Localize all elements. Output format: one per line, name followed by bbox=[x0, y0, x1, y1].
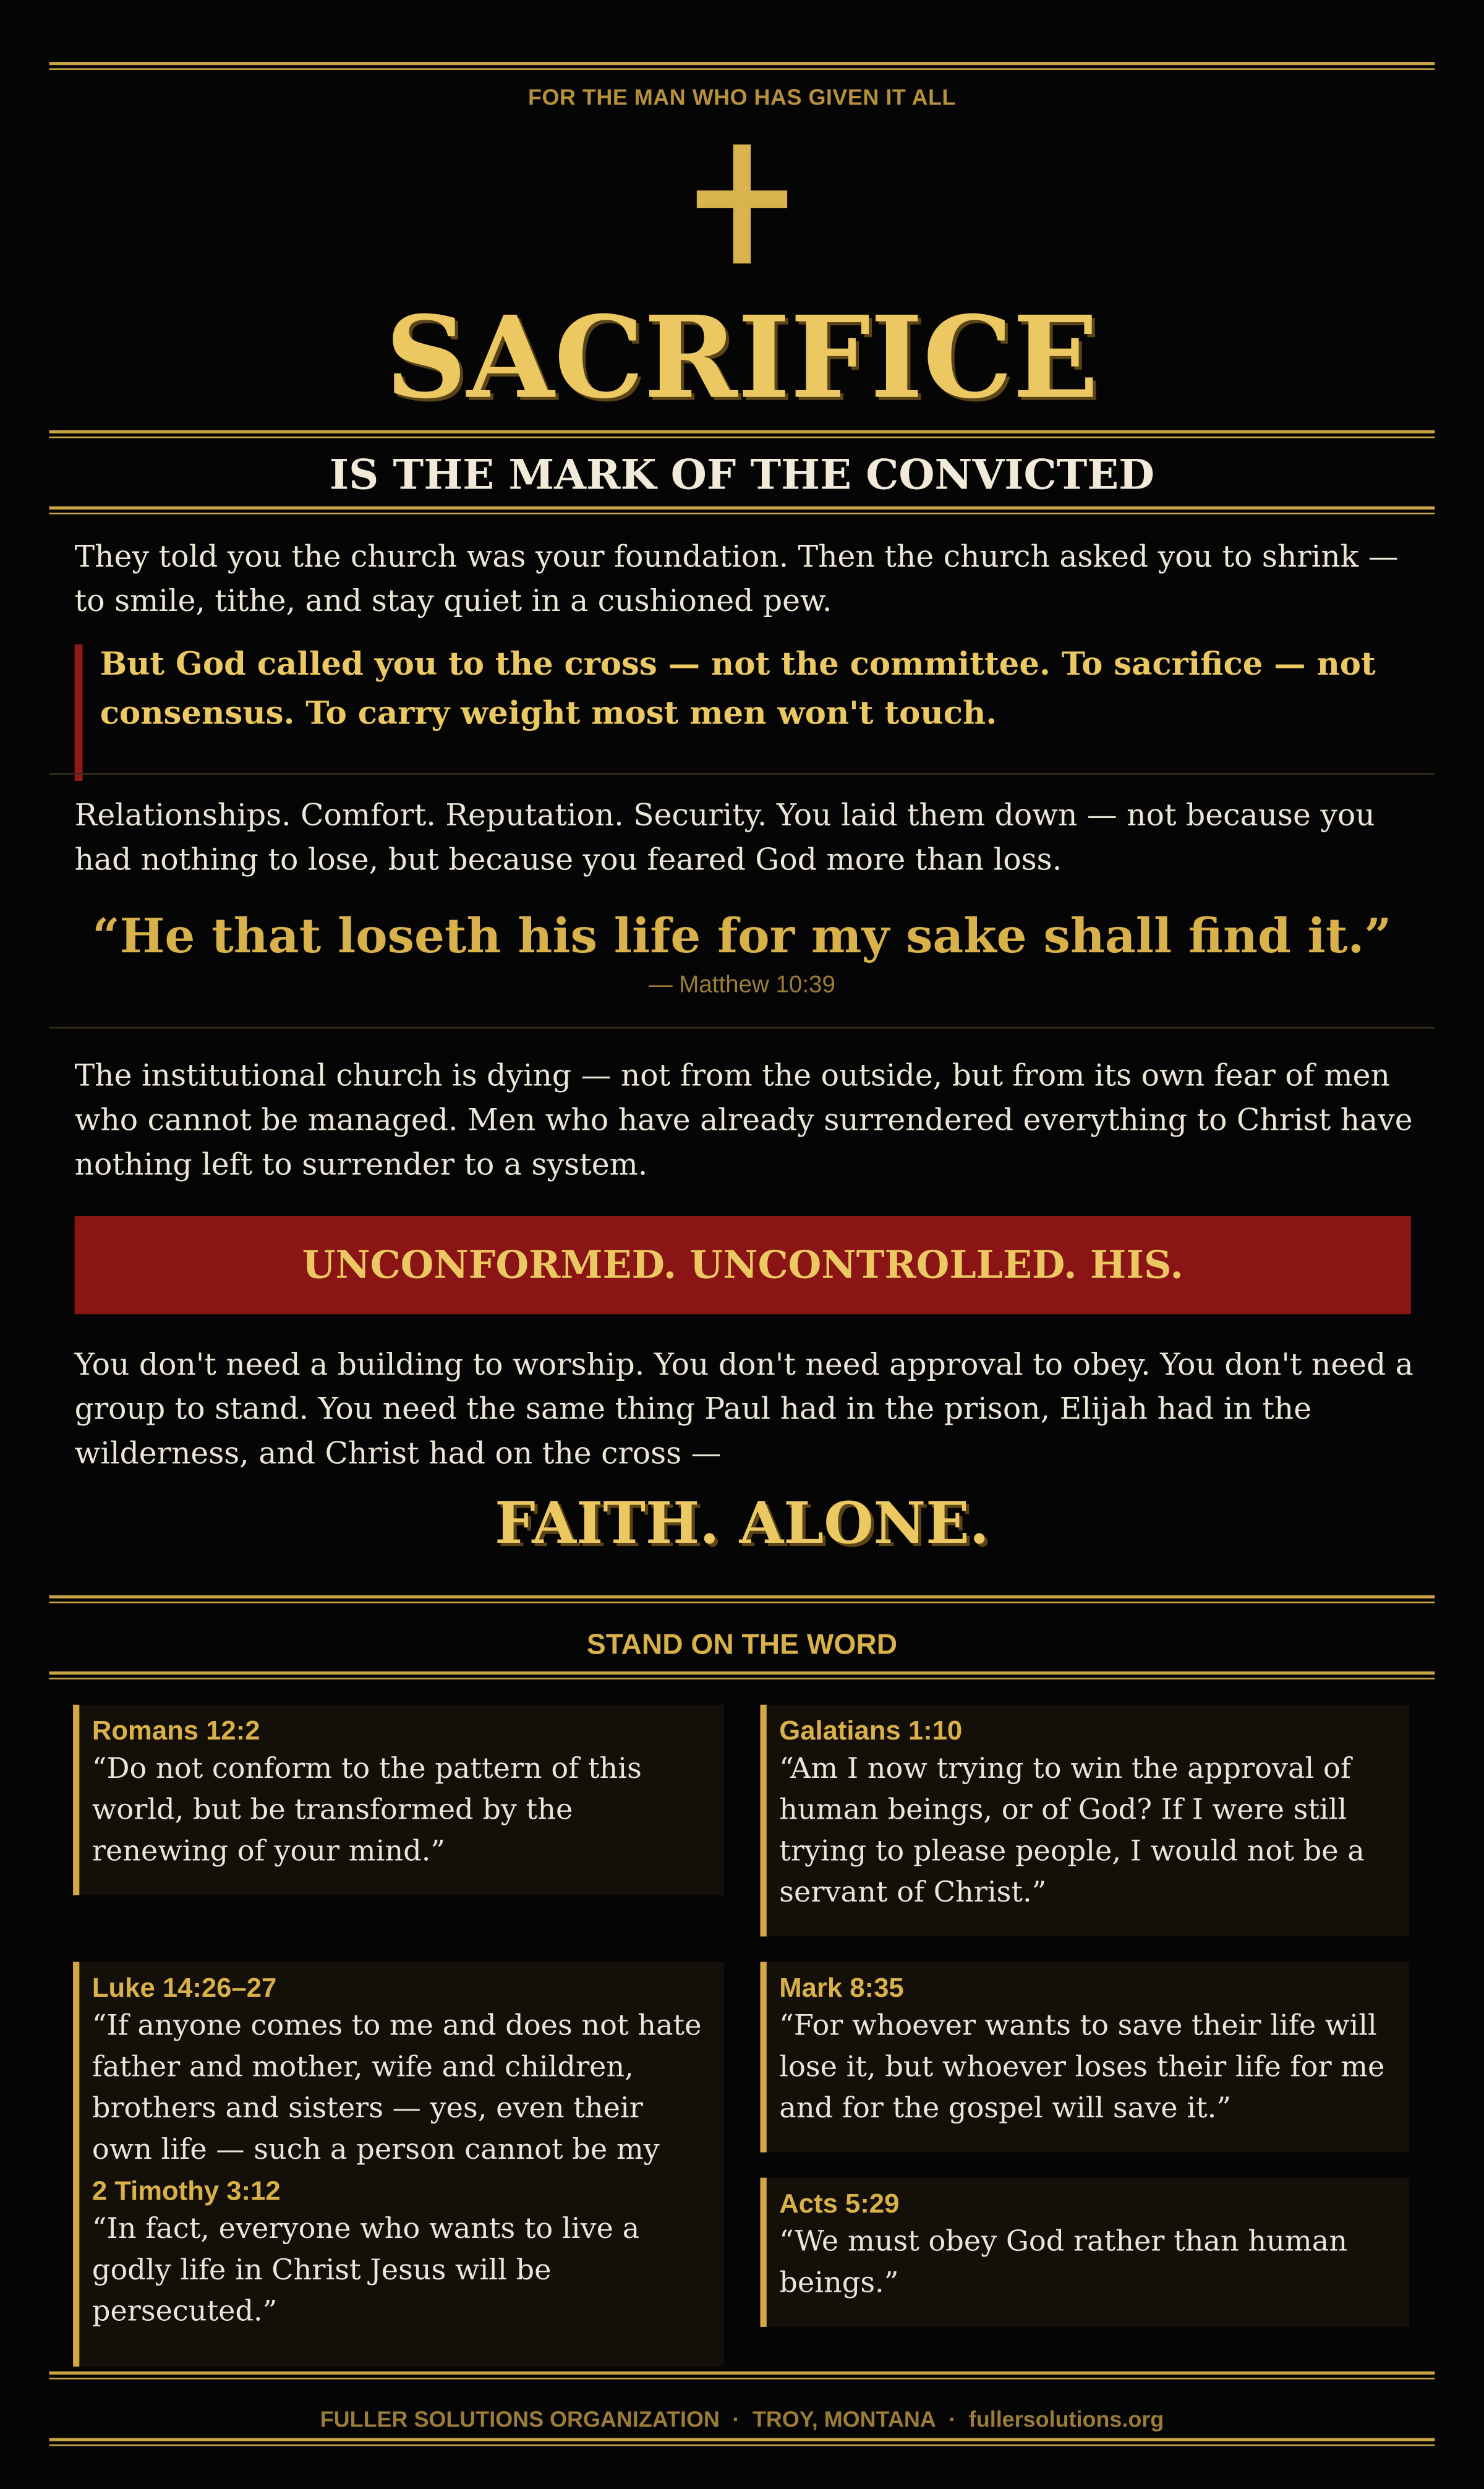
divider bbox=[49, 773, 1435, 775]
title-double-rule bbox=[49, 430, 1435, 438]
banner-slogan: UNCONFORMED. UNCONTROLLED. HIS. bbox=[75, 1216, 1411, 1314]
featured-verse-reference: — Matthew 10:39 bbox=[649, 971, 835, 999]
kicker-text: FOR THE MAN WHO HAS GIVEN IT ALL bbox=[528, 84, 956, 110]
scripture-card bbox=[760, 1705, 1409, 1937]
scripture-reference: Mark 8:35 bbox=[779, 1973, 904, 2004]
scripture-text: “Am I now trying to win the approval of human beings, or of God? If I were still trying to please people, I would not be a servant of Christ.” bbox=[779, 1752, 1365, 1910]
footer-website-link[interactable]: fullersolutions.org bbox=[968, 2406, 1164, 2432]
bottom-double-rule bbox=[49, 2438, 1435, 2446]
section-double-rule bbox=[49, 1671, 1435, 1680]
scripture-text: “For whoever wants to save their life will lose it, but whoever loses their life for me and for the gospel will save it.” bbox=[779, 2009, 1385, 2125]
scripture-reference: Acts 5:29 bbox=[779, 2188, 900, 2219]
scripture-text: “If anyone comes to me and does not hate father and mother, wife and children, brothers and sisters — yes, even their own life — such a person cannot be my bbox=[92, 2009, 702, 2167]
scripture-card-second bbox=[92, 2175, 711, 2334]
scripture-text: “In fact, everyone who wants to live a godly life in Christ Jesus will be persecuted.” bbox=[92, 2213, 640, 2329]
footer-location: TROY, MONTANA bbox=[752, 2406, 936, 2432]
footer-double-rule bbox=[49, 2372, 1435, 2380]
featured-verse: “He that loseth his life for my sake shall find it.” bbox=[92, 909, 1392, 965]
footer-separator: · bbox=[732, 2406, 740, 2432]
scripture-card bbox=[73, 1705, 723, 1895]
footer-separator: · bbox=[949, 2406, 957, 2432]
scripture-reference: 2 Timothy 3:12 bbox=[92, 2176, 281, 2206]
pullquote-accent-bar bbox=[75, 644, 83, 781]
closing-statement: FAITH. ALONE. bbox=[495, 1490, 989, 1558]
section-title: STAND ON THE WORD bbox=[586, 1628, 898, 1660]
page-subtitle: IS THE MARK OF THE CONVICTED bbox=[329, 452, 1155, 500]
faith-paragraph: You don't need a building to worship. You don't need approval to obey. You don't need a group to stand. You need the same thing Paul had in the prison, Elijah had in the wilderness, and Christ had on the cross — bbox=[74, 1347, 1414, 1472]
scripture-card bbox=[760, 2178, 1409, 2327]
divider bbox=[49, 1027, 1435, 1029]
scripture-reference: Romans 12:2 bbox=[92, 1715, 260, 1746]
surrender-paragraph: Relationships. Comfort. Reputation. Security. You laid them down — not because you had nothing to lose, but because you feared God more than loss. bbox=[74, 798, 1375, 878]
intro-paragraph: They told you the church was your foundation. Then the church asked you to shrink — to smile, tithe, and stay quiet in a cushioned pew. bbox=[74, 539, 1399, 620]
subtitle-double-rule bbox=[49, 506, 1435, 514]
pullquote: But God called you to the cross — not the committee. To sacrifice — not consensus. To carry weight most men won't touch. bbox=[100, 644, 1376, 732]
scripture-card bbox=[73, 1962, 723, 2367]
footer bbox=[0, 2405, 1484, 2433]
scripture-reference: Luke 14:26–27 bbox=[92, 1973, 277, 2004]
section-double-rule bbox=[49, 1595, 1435, 1603]
scripture-text: “Do not conform to the pattern of this world, but be transformed by the renewing of your mind.” bbox=[92, 1752, 642, 1869]
scripture-card bbox=[760, 1962, 1409, 2153]
footer-org: FULLER SOLUTIONS ORGANIZATION bbox=[320, 2406, 720, 2432]
page-title: SACRIFICE bbox=[385, 290, 1099, 424]
scripture-reference: Galatians 1:10 bbox=[779, 1715, 963, 1746]
church-paragraph: The institutional church is dying — not from the outside, but from its own fear of men who cannot be managed. Men who have already surrendered everything to Christ have nothing left to surrender to a system. bbox=[74, 1059, 1413, 1183]
top-double-rule bbox=[49, 62, 1435, 70]
cross-icon-horizontal bbox=[697, 190, 787, 208]
scripture-text: “We must obey God rather than human beings.” bbox=[779, 2225, 1348, 2300]
scripture-card-clip bbox=[92, 1971, 711, 2171]
